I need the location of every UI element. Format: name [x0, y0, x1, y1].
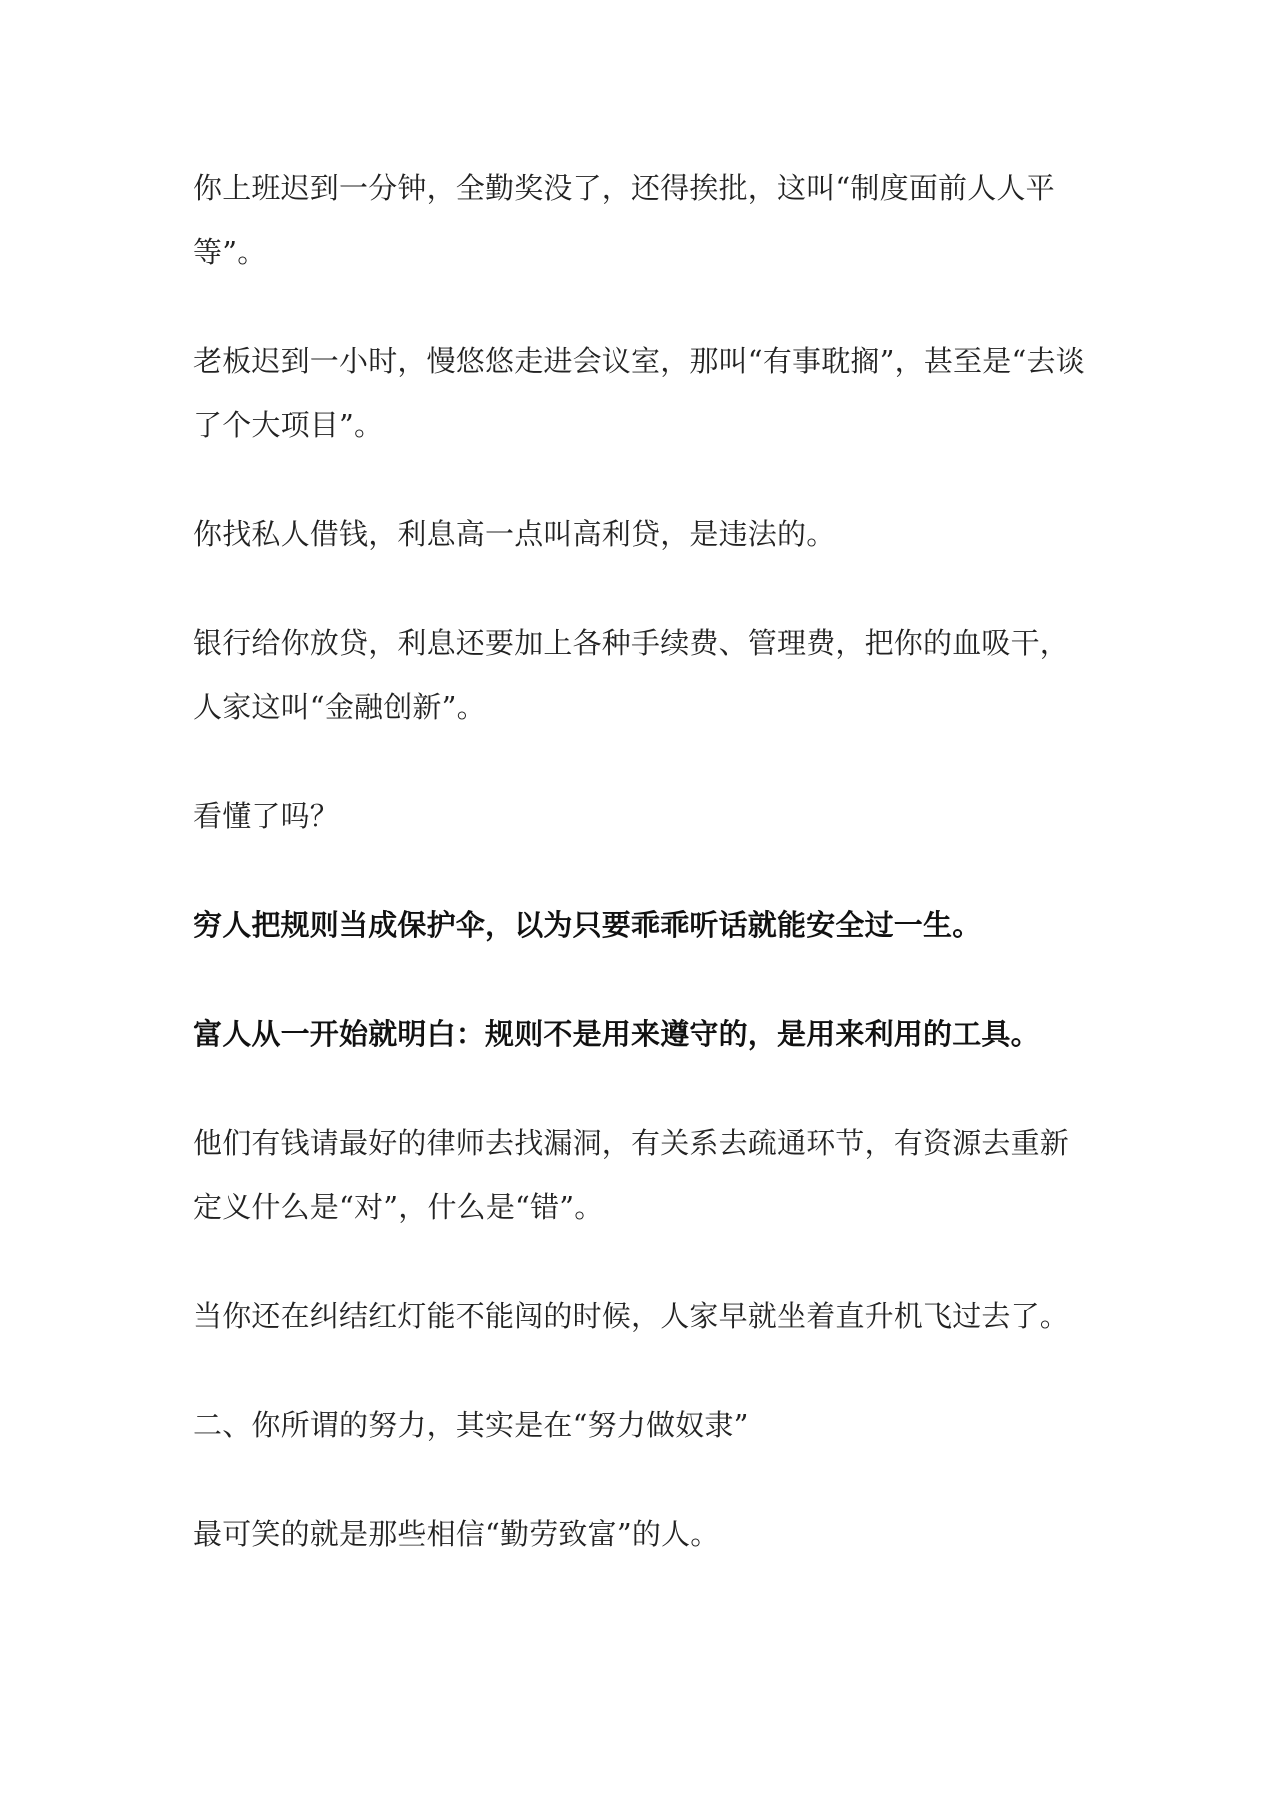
- paragraph-8-line-2: 定义什么是“对”，什么是“错”。: [193, 1190, 604, 1224]
- paragraph-6-line-1: 穷人把规则当成保护伞，以为只要乖乖听话就能安全过一生。: [193, 908, 982, 942]
- paragraph-10-line-1: 二、你所谓的努力，其实是在“努力做奴隶”: [193, 1408, 749, 1442]
- paragraph-1-line-2: 等”。: [193, 235, 267, 269]
- paragraph-8-line-1: 他们有钱请最好的律师去找漏洞，有关系去疏通环节，有资源去重新: [193, 1126, 1070, 1160]
- paragraph-9-line-1: 当你还在纠结红灯能不能闯的时候，人家早就坐着直升机飞过去了。: [193, 1299, 1070, 1333]
- paragraph-5-line-1: 看懂了吗？: [193, 799, 340, 833]
- paragraph-4-line-1: 银行给你放贷，利息还要加上各种手续费、管理费，把你的血吸干，: [193, 626, 1070, 660]
- paragraph-4-line-2: 人家这叫“金融创新”。: [193, 690, 486, 724]
- paragraph-7-line-1: 富人从一开始就明白：规则不是用来遵守的，是用来利用的工具。: [193, 1017, 1040, 1051]
- paragraph-1-line-1: 你上班迟到一分钟，全勤奖没了，还得挨批，这叫“制度面前人人平: [193, 171, 1055, 205]
- paragraph-2-line-2: 了个大项目”。: [193, 408, 384, 442]
- paragraph-3-line-1: 你找私人借钱，利息高一点叫高利贷，是违法的。: [193, 517, 836, 551]
- paragraph-2-line-1: 老板迟到一小时，慢悠悠走进会议室，那叫“有事耽搁”，甚至是“去谈: [193, 344, 1085, 378]
- paragraph-11-line-1: 最可笑的就是那些相信“勤劳致富”的人。: [193, 1517, 720, 1551]
